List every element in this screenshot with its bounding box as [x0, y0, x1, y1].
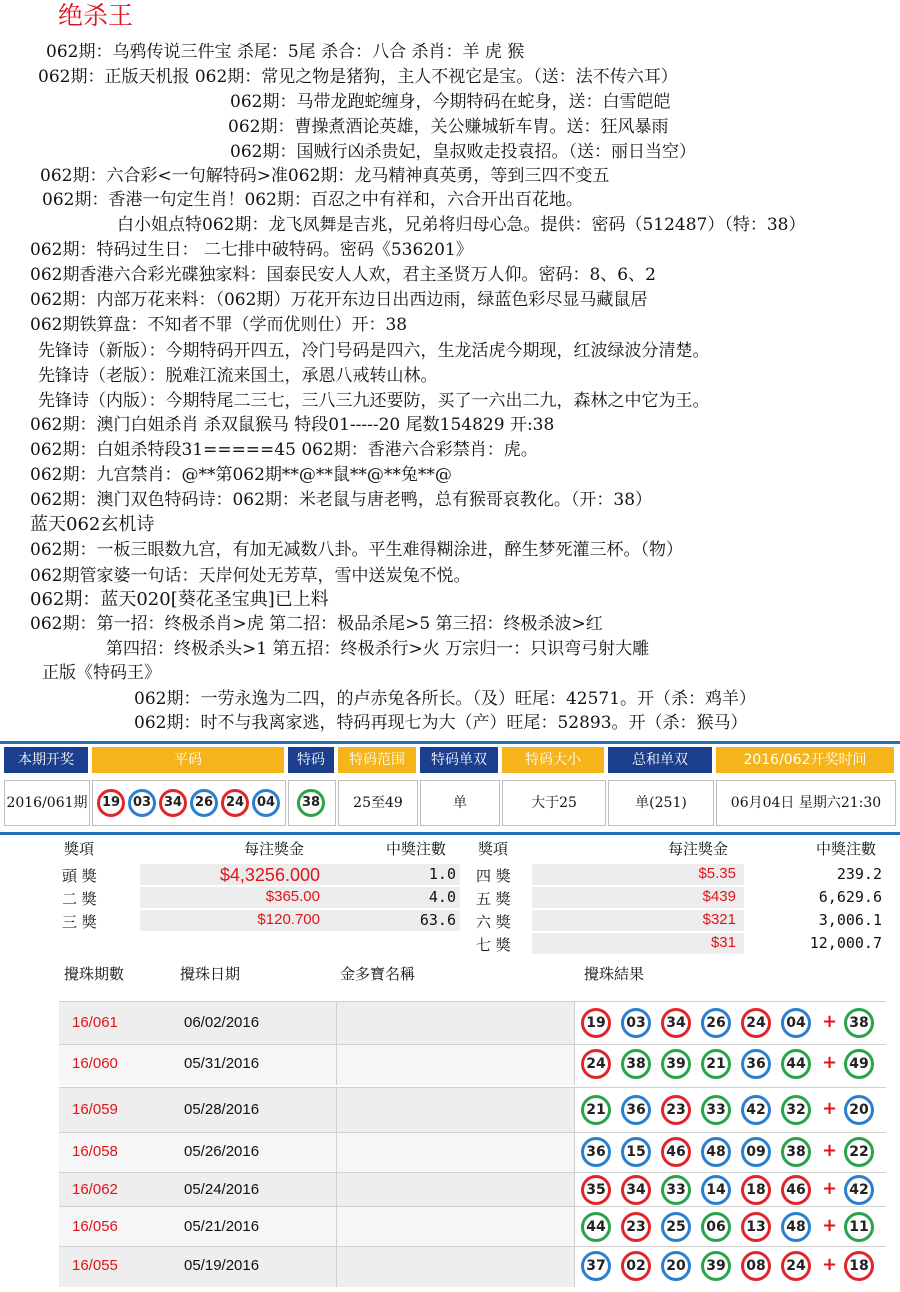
history-ball: 18 — [741, 1175, 771, 1205]
history-ball: 44 — [781, 1049, 811, 1079]
history-ball: 34 — [621, 1175, 651, 1205]
history-ball: 06 — [701, 1212, 731, 1242]
history-ball: 33 — [701, 1095, 731, 1125]
history-ball: 24 — [781, 1251, 811, 1281]
header-regular-numbers: 平码 — [92, 747, 284, 773]
header-special-range: 特码范围 — [338, 747, 416, 773]
history-result-header: 攪珠結果 — [584, 965, 645, 983]
text-line: 062期：澳门双色特码诗：062期：米老鼠与唐老鸭，总有猴哥哀教化。（开：38） — [30, 490, 653, 510]
text-line: 062期：白姐杀特段31=====45 062期：香港六合彩禁肖：虎。 — [30, 440, 538, 460]
plus-icon: + — [822, 1215, 838, 1236]
history-ball: 21 — [701, 1049, 731, 1079]
history-date: 05/24/2016 — [184, 1181, 260, 1198]
history-ball: 08 — [741, 1251, 771, 1281]
text-line: 062期：蓝天020[葵花圣宝典]已上料 — [30, 589, 329, 610]
prize-amount-header-2: 每注獎金 — [668, 840, 729, 858]
history-date: 05/26/2016 — [184, 1143, 260, 1160]
history-period: 16/058 — [72, 1143, 118, 1160]
text-line: 蓝天062玄机诗 — [30, 514, 155, 535]
prize-amount: $4,3256.000 — [219, 865, 320, 885]
column-divider — [336, 1173, 337, 1209]
text-line: 062期：时不与我离家逃，特码再现七为大（产）旺尾：52893。开（杀：猴马） — [134, 713, 748, 733]
plus-icon: + — [822, 1140, 838, 1161]
history-special-ball: 38 — [844, 1008, 874, 1038]
history-ball: 38 — [621, 1049, 651, 1079]
history-ball: 23 — [621, 1212, 651, 1242]
text-line: 062期：一板三眼数九宫，有加无减数八卦。平生难得糊涂进，醉生梦死灌三杯。（物） — [30, 540, 683, 560]
text-line: 先锋诗（老版）：脱难江流来国土，承恩八戒转山林。 — [38, 366, 438, 386]
history-ball: 20 — [661, 1251, 691, 1281]
column-divider — [336, 1247, 337, 1287]
prize-name: 三 獎 — [62, 913, 97, 931]
history-ball: 36 — [621, 1095, 651, 1125]
regular-number-ball: 24 — [221, 789, 249, 817]
prize-count: 6,629.6 — [818, 888, 882, 906]
text-line: 062期：一劳永逸为二四，的卢赤兔各所长。（及）旺尾：42571。开（杀：鸡羊） — [134, 689, 757, 709]
history-ball: 38 — [781, 1137, 811, 1167]
plus-icon: + — [822, 1052, 838, 1073]
next-draw-time: 06月04日 星期六21:30 — [716, 780, 896, 826]
history-special-ball: 20 — [844, 1095, 874, 1125]
current-period: 2016/061期 — [4, 780, 90, 826]
history-period: 16/060 — [72, 1055, 118, 1072]
history-period: 16/062 — [72, 1181, 118, 1198]
history-date: 05/31/2016 — [184, 1055, 260, 1072]
prize-name: 六 獎 — [476, 913, 511, 931]
prize-amount: $31 — [710, 934, 736, 951]
prize-item-header: 獎項 — [64, 840, 95, 858]
header-special-size: 特码大小 — [502, 747, 604, 773]
text-line: 第四招：终极杀头>1 第五招：终极杀行>火 万宗归一：只识弯弓射大雕 — [106, 639, 650, 659]
history-date: 05/21/2016 — [184, 1218, 260, 1235]
regular-number-ball: 03 — [128, 789, 156, 817]
text-line: 062期：曹操煮酒论英雄，关公赚城斩车胄。送：狂风暴雨 — [228, 117, 669, 137]
text-line: 062期：内部万花来料：（062期）万花开东边日出西边雨，绿蓝色彩尽显马藏鼠居 — [30, 290, 648, 310]
history-period: 16/055 — [72, 1257, 118, 1274]
special-number-ball: 38 — [297, 789, 325, 817]
text-line: 062期铁算盘：不知者不罪（学而优则仕）开：38 — [30, 315, 408, 335]
history-ball: 24 — [741, 1008, 771, 1038]
history-ball: 04 — [781, 1008, 811, 1038]
regular-number-ball: 34 — [159, 789, 187, 817]
history-ball: 42 — [741, 1095, 771, 1125]
text-line: 062期：第一招：终极杀肖>虎 第二招：极品杀尾>5 第三招：终极杀波>红 — [30, 614, 603, 634]
history-ball: 25 — [661, 1212, 691, 1242]
text-line: 062期：六合彩<一句解特码>准062期：龙马精神真英勇，等到三四不变五 — [40, 166, 610, 186]
prize-name: 頭 獎 — [62, 867, 97, 885]
column-divider — [336, 1002, 337, 1046]
text-line: 062期：香港一句定生肖！062期：百忍之中有祥和，六合开出百花地。 — [42, 190, 583, 210]
history-date: 05/19/2016 — [184, 1257, 260, 1274]
prize-name: 二 獎 — [62, 890, 97, 908]
special-range: 25至49 — [338, 780, 418, 826]
prize-count: 63.6 — [419, 911, 456, 929]
regular-number-ball: 19 — [97, 789, 125, 817]
prize-count: 239.2 — [836, 865, 882, 883]
history-special-ball: 22 — [844, 1137, 874, 1167]
prize-item-header-2: 獎項 — [478, 840, 509, 858]
history-ball: 14 — [701, 1175, 731, 1205]
history-date: 06/02/2016 — [184, 1014, 260, 1031]
prize-count: 4.0 — [428, 888, 456, 906]
header-current-draw: 本期开奖 — [4, 747, 88, 773]
prize-amount: $5.35 — [698, 865, 736, 882]
text-line: 062期：乌鸦传说三件宝 杀尾：5尾 杀合：八合 杀肖：羊 虎 猴 — [46, 42, 525, 62]
header-sum-odd-even: 总和单双 — [608, 747, 712, 773]
history-ball: 39 — [661, 1049, 691, 1079]
history-period-header: 攪珠期數 — [64, 965, 125, 983]
history-ball: 36 — [741, 1049, 771, 1079]
history-ball: 48 — [701, 1137, 731, 1167]
history-ball: 32 — [781, 1095, 811, 1125]
prize-amount: $321 — [702, 911, 736, 928]
text-line: 先锋诗（内版）：今期特尾二三七，三八三九还要防，买了一六出二九，森林之中它为王。 — [38, 391, 710, 411]
special-size: 大于25 — [502, 780, 606, 826]
text-line: 正版《特码王》 — [42, 663, 161, 683]
plus-icon: + — [822, 1098, 838, 1119]
text-line: 062期：特码过生日： 二七排中破特码。密码《536201》 — [30, 240, 473, 260]
history-ball: 24 — [581, 1049, 611, 1079]
header-special-odd-even: 特码单双 — [420, 747, 498, 773]
header-next-draw-time: 2016/062开奖时间 — [716, 747, 894, 773]
history-special-ball: 42 — [844, 1175, 874, 1205]
prize-count: 1.0 — [428, 865, 456, 883]
history-ball: 35 — [581, 1175, 611, 1205]
column-divider — [336, 1133, 337, 1173]
history-date-header: 攪珠日期 — [180, 965, 241, 983]
history-ball: 36 — [581, 1137, 611, 1167]
history-ball: 46 — [661, 1137, 691, 1167]
history-ball: 13 — [741, 1212, 771, 1242]
history-ball: 23 — [661, 1095, 691, 1125]
history-period: 16/059 — [72, 1101, 118, 1118]
header-special-number: 特码 — [288, 747, 334, 773]
history-ball: 44 — [581, 1212, 611, 1242]
regular-number-ball: 04 — [252, 789, 280, 817]
page-title: 绝杀王 — [58, 1, 134, 30]
history-ball: 21 — [581, 1095, 611, 1125]
text-line: 062期管家婆一句话：天岸何处无芳草，雪中送炭兔不悦。 — [30, 566, 471, 586]
prize-amount: $439 — [702, 888, 736, 905]
prize-count: 12,000.7 — [809, 934, 882, 952]
history-period: 16/056 — [72, 1218, 118, 1235]
sum-odd-even: 单(251) — [608, 780, 714, 826]
prize-amount: $365.00 — [265, 888, 320, 905]
history-ball: 34 — [661, 1008, 691, 1038]
history-ball: 48 — [781, 1212, 811, 1242]
prize-amount: $120.700 — [257, 911, 320, 928]
prize-amount-header: 每注獎金 — [244, 840, 305, 858]
text-line: 062期香港六合彩光碟独家料：国泰民安人人欢，君主圣贤万人仰。密码：8、6、2 — [30, 265, 656, 285]
history-ball: 39 — [701, 1251, 731, 1281]
history-date: 05/28/2016 — [184, 1101, 260, 1118]
plus-icon: + — [822, 1254, 838, 1275]
text-line: 062期：澳门白姐杀肖 杀双鼠猴马 特段01-----20 尾数154829 开:38 — [30, 415, 555, 435]
prize-count: 3,006.1 — [818, 911, 882, 929]
history-ball: 46 — [781, 1175, 811, 1205]
history-ball: 26 — [701, 1008, 731, 1038]
text-line: 062期：国贼行凶杀贵妃，皇叔败走投袁招。（送：丽日当空） — [230, 142, 696, 162]
prize-name: 五 獎 — [476, 890, 511, 908]
prize-count-header-2: 中獎注數 — [816, 840, 877, 858]
column-divider — [336, 1207, 337, 1249]
column-divider — [336, 1088, 337, 1134]
history-special-ball: 11 — [844, 1212, 874, 1242]
history-special-ball: 49 — [844, 1049, 874, 1079]
text-line: 白小姐点特062期：龙飞凤舞是吉兆，兄弟将归母心急。提供：密码（512487）（特：38） — [117, 215, 806, 235]
prize-name: 七 獎 — [476, 936, 511, 954]
history-special-ball: 18 — [844, 1251, 874, 1281]
text-line: 062期：正版天机报 062期：常见之物是猪狗，主人不视它是宝。（送：法不传六耳） — [38, 67, 678, 87]
history-ball: 03 — [621, 1008, 651, 1038]
prize-count-header: 中獎注數 — [386, 840, 447, 858]
plus-icon: + — [822, 1011, 838, 1032]
regular-number-ball: 26 — [190, 789, 218, 817]
plus-icon: + — [822, 1178, 838, 1199]
prize-name: 四 獎 — [476, 867, 511, 885]
history-ball: 09 — [741, 1137, 771, 1167]
history-ball: 15 — [621, 1137, 651, 1167]
text-line: 062期：九宫禁肖：@**第062期**@**鼠**@**兔**@ — [30, 465, 452, 485]
special-odd-even: 单 — [420, 780, 500, 826]
text-line: 062期：马带龙跑蛇缠身，今期特码在蛇身，送：白雪皑皑 — [230, 92, 671, 112]
history-ball: 19 — [581, 1008, 611, 1038]
history-ball: 02 — [621, 1251, 651, 1281]
history-name-header: 金多寶名稱 — [340, 965, 416, 983]
history-period: 16/061 — [72, 1014, 118, 1031]
history-ball: 33 — [661, 1175, 691, 1205]
column-divider — [336, 1045, 337, 1085]
text-line: 先锋诗（新版）：今期特码开四五，冷门号码是四六，生龙活虎今期现，红波绿波分清楚。 — [38, 341, 710, 361]
history-ball: 37 — [581, 1251, 611, 1281]
